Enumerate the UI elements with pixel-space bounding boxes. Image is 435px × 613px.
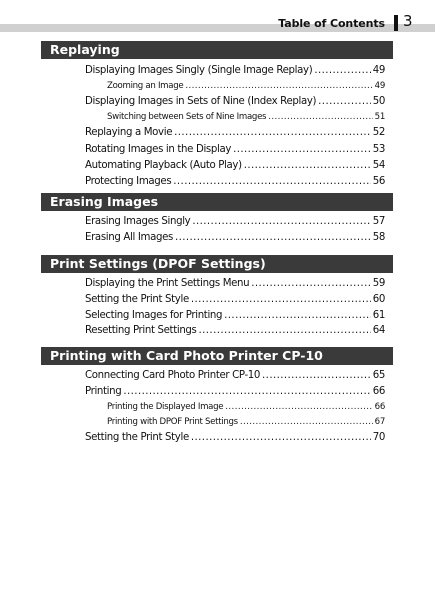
toc-entry[interactable]: [85, 232, 385, 247]
entry-title: Displaying Images in Sets of Nine (Index Replay): [85, 96, 317, 107]
section-heading-replaying: Replaying: [41, 41, 393, 59]
entry-page: 70: [372, 432, 385, 443]
entry-page: 58: [372, 232, 385, 243]
entry-title: Printing with DPOF Print Settings: [107, 417, 238, 427]
entry-title: Displaying Images Singly (Single Image Replay): [85, 65, 313, 76]
leader-dots: [268, 112, 372, 122]
entry-page: 61: [372, 310, 385, 321]
entry-page: 65: [372, 370, 385, 381]
leader-dots: [191, 294, 371, 305]
toc-entry[interactable]: [85, 65, 385, 80]
toc-entry[interactable]: [85, 160, 385, 175]
entry-page: 66: [372, 386, 385, 397]
leader-dots: [318, 96, 371, 107]
section-heading-printing: Printing with Card Photo Printer CP-10: [41, 347, 393, 365]
entry-title: Printing the Displayed Image: [107, 402, 224, 412]
toc-subentry[interactable]: [107, 402, 385, 417]
entry-page: 53: [372, 144, 385, 155]
entry-page: 60: [372, 294, 385, 305]
toc-subentry[interactable]: [107, 112, 385, 127]
entry-title: Resetting Print Settings: [85, 325, 197, 336]
entry-page: 56: [372, 176, 385, 187]
toc-entry[interactable]: [85, 278, 385, 293]
entry-title: Printing: [85, 386, 122, 397]
header-label: Table of Contents: [278, 17, 385, 30]
entry-page: 49: [374, 81, 385, 91]
leader-dots: [224, 310, 371, 321]
entry-title: Erasing Images Singly: [85, 216, 191, 227]
entry-title: Replaying a Movie: [85, 127, 173, 138]
toc-entry[interactable]: [85, 310, 385, 325]
toc-subentry[interactable]: [107, 81, 385, 96]
leader-dots: [174, 127, 371, 138]
entry-title: Erasing All Images: [85, 232, 173, 243]
entry-title: Displaying the Print Settings Menu: [85, 278, 250, 289]
leader-dots: [192, 216, 370, 227]
toc-entry[interactable]: [85, 325, 385, 340]
leader-dots: [191, 432, 371, 443]
leader-dots: [240, 417, 373, 427]
leader-dots: [173, 176, 370, 187]
toc-entry[interactable]: [85, 432, 385, 447]
entry-page: 57: [372, 216, 385, 227]
entry-page: 54: [372, 160, 385, 171]
entry-title: Setting the Print Style: [85, 294, 189, 305]
entry-title: Rotating Images in the Display: [85, 144, 232, 155]
toc-entry[interactable]: [85, 144, 385, 159]
entry-page: 49: [372, 65, 385, 76]
entry-page: 64: [372, 325, 385, 336]
leader-dots: [244, 160, 371, 171]
entry-page: 50: [372, 96, 385, 107]
leader-dots: [251, 278, 370, 289]
leader-dots: [262, 370, 371, 381]
toc-entry[interactable]: [85, 96, 385, 111]
toc-entry[interactable]: [85, 386, 385, 401]
leader-dots: [123, 386, 370, 397]
entry-title: Protecting Images: [85, 176, 172, 187]
toc-entry[interactable]: [85, 216, 385, 231]
section-heading-print-settings: Print Settings (DPOF Settings): [41, 255, 393, 273]
toc-entry[interactable]: [85, 127, 385, 142]
toc-entry[interactable]: [85, 370, 385, 385]
page-number: 3: [403, 12, 413, 30]
leader-dots: [225, 402, 372, 412]
leader-dots: [185, 81, 372, 91]
entry-title: Selecting Images for Printing: [85, 310, 223, 321]
entry-title: Switching between Sets of Nine Images: [107, 112, 267, 122]
header-divider: [394, 15, 398, 31]
leader-dots: [199, 325, 371, 336]
leader-dots: [314, 65, 370, 76]
leader-dots: [175, 232, 371, 243]
entry-page: 52: [372, 127, 385, 138]
entry-page: 51: [374, 112, 385, 122]
toc-entry[interactable]: [85, 294, 385, 309]
entry-title: Connecting Card Photo Printer CP-10: [85, 370, 261, 381]
entry-title: Setting the Print Style: [85, 432, 189, 443]
entry-page: 66: [374, 402, 385, 412]
entry-page: 67: [374, 417, 385, 427]
section-heading-erasing: Erasing Images: [41, 193, 393, 211]
toc-entry[interactable]: [85, 176, 385, 191]
entry-title: Zooming an Image: [107, 81, 184, 91]
leader-dots: [233, 144, 371, 155]
toc-subentry[interactable]: [107, 417, 385, 432]
entry-title: Automating Playback (Auto Play): [85, 160, 242, 171]
entry-page: 59: [372, 278, 385, 289]
